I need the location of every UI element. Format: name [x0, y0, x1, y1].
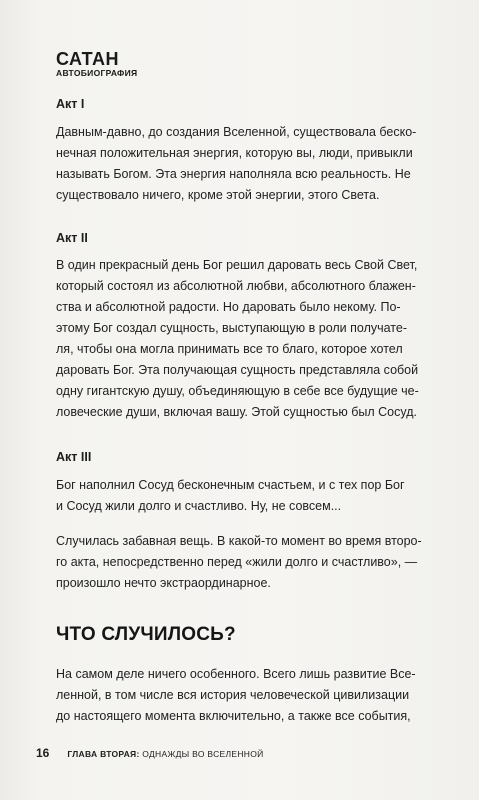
paragraph-nothing-special: На самом деле ничего особенного. Всего лишь развитие Все- ленной, в том числе вся история человеческой цивилизации до настоящего момента включительно, а также все события, [56, 667, 416, 723]
chapter-label: ГЛАВА ВТОРАЯ: [67, 749, 140, 759]
section-heading-what-happened: ЧТО СЛУЧИЛОСЬ? [56, 624, 236, 645]
running-footer [36, 746, 264, 760]
page-number: 16 [36, 746, 50, 760]
chapter-name: ОДНАЖДЫ ВО ВСЕЛЕННОЙ [142, 749, 264, 759]
book-subtitle: АВТОБИОГРАФИЯ [56, 68, 138, 78]
act-3-heading: Акт III [56, 450, 92, 464]
act-1-heading: Акт I [56, 97, 85, 111]
page-content [56, 96, 428, 727]
book-title: САТАН [56, 49, 120, 69]
act-2-text: В один прекрасный день Бог решил даровать весь Свой Свет, который состоял из абсолютной любви, абсолютного блажен- ства и абсолютной радости. Но даровать было некому. По- этому Бог создал сущность, выступающую в роли получате- ля, чтобы она могла принимать все то благо, которое хотел даровать Бог. Эта получающая сущность представляла собой одну гигантскую душу, объединяющую в себе все будущие че- ловеческие души, включая вашу. Этой сущностью был Сосуд. [56, 258, 419, 419]
act-2-heading: Акт II [56, 231, 88, 245]
act-1-text: Давным-давно, до создания Вселенной, существовала беско- нечная положительная энергия, которую вы, люди, привыкли называть Богом. Эта энергия наполняла всю реальность. Не существовало ничего, кроме этой энергии, этого Света. [56, 125, 417, 202]
act-3-text: Бог наполнил Сосуд бесконечным счастьем, и с тех пор Бог и Сосуд жили долго и счастливо. Ну, не совсем... [56, 478, 405, 513]
running-header [56, 50, 137, 78]
paragraph-something-happened: Случилась забавная вещь. В какой-то момент во время второ- го акта, непосредственно перед «жили долго и счастливо», — произошло нечто экстраординарное. [56, 534, 422, 590]
chapter-title [67, 749, 263, 759]
